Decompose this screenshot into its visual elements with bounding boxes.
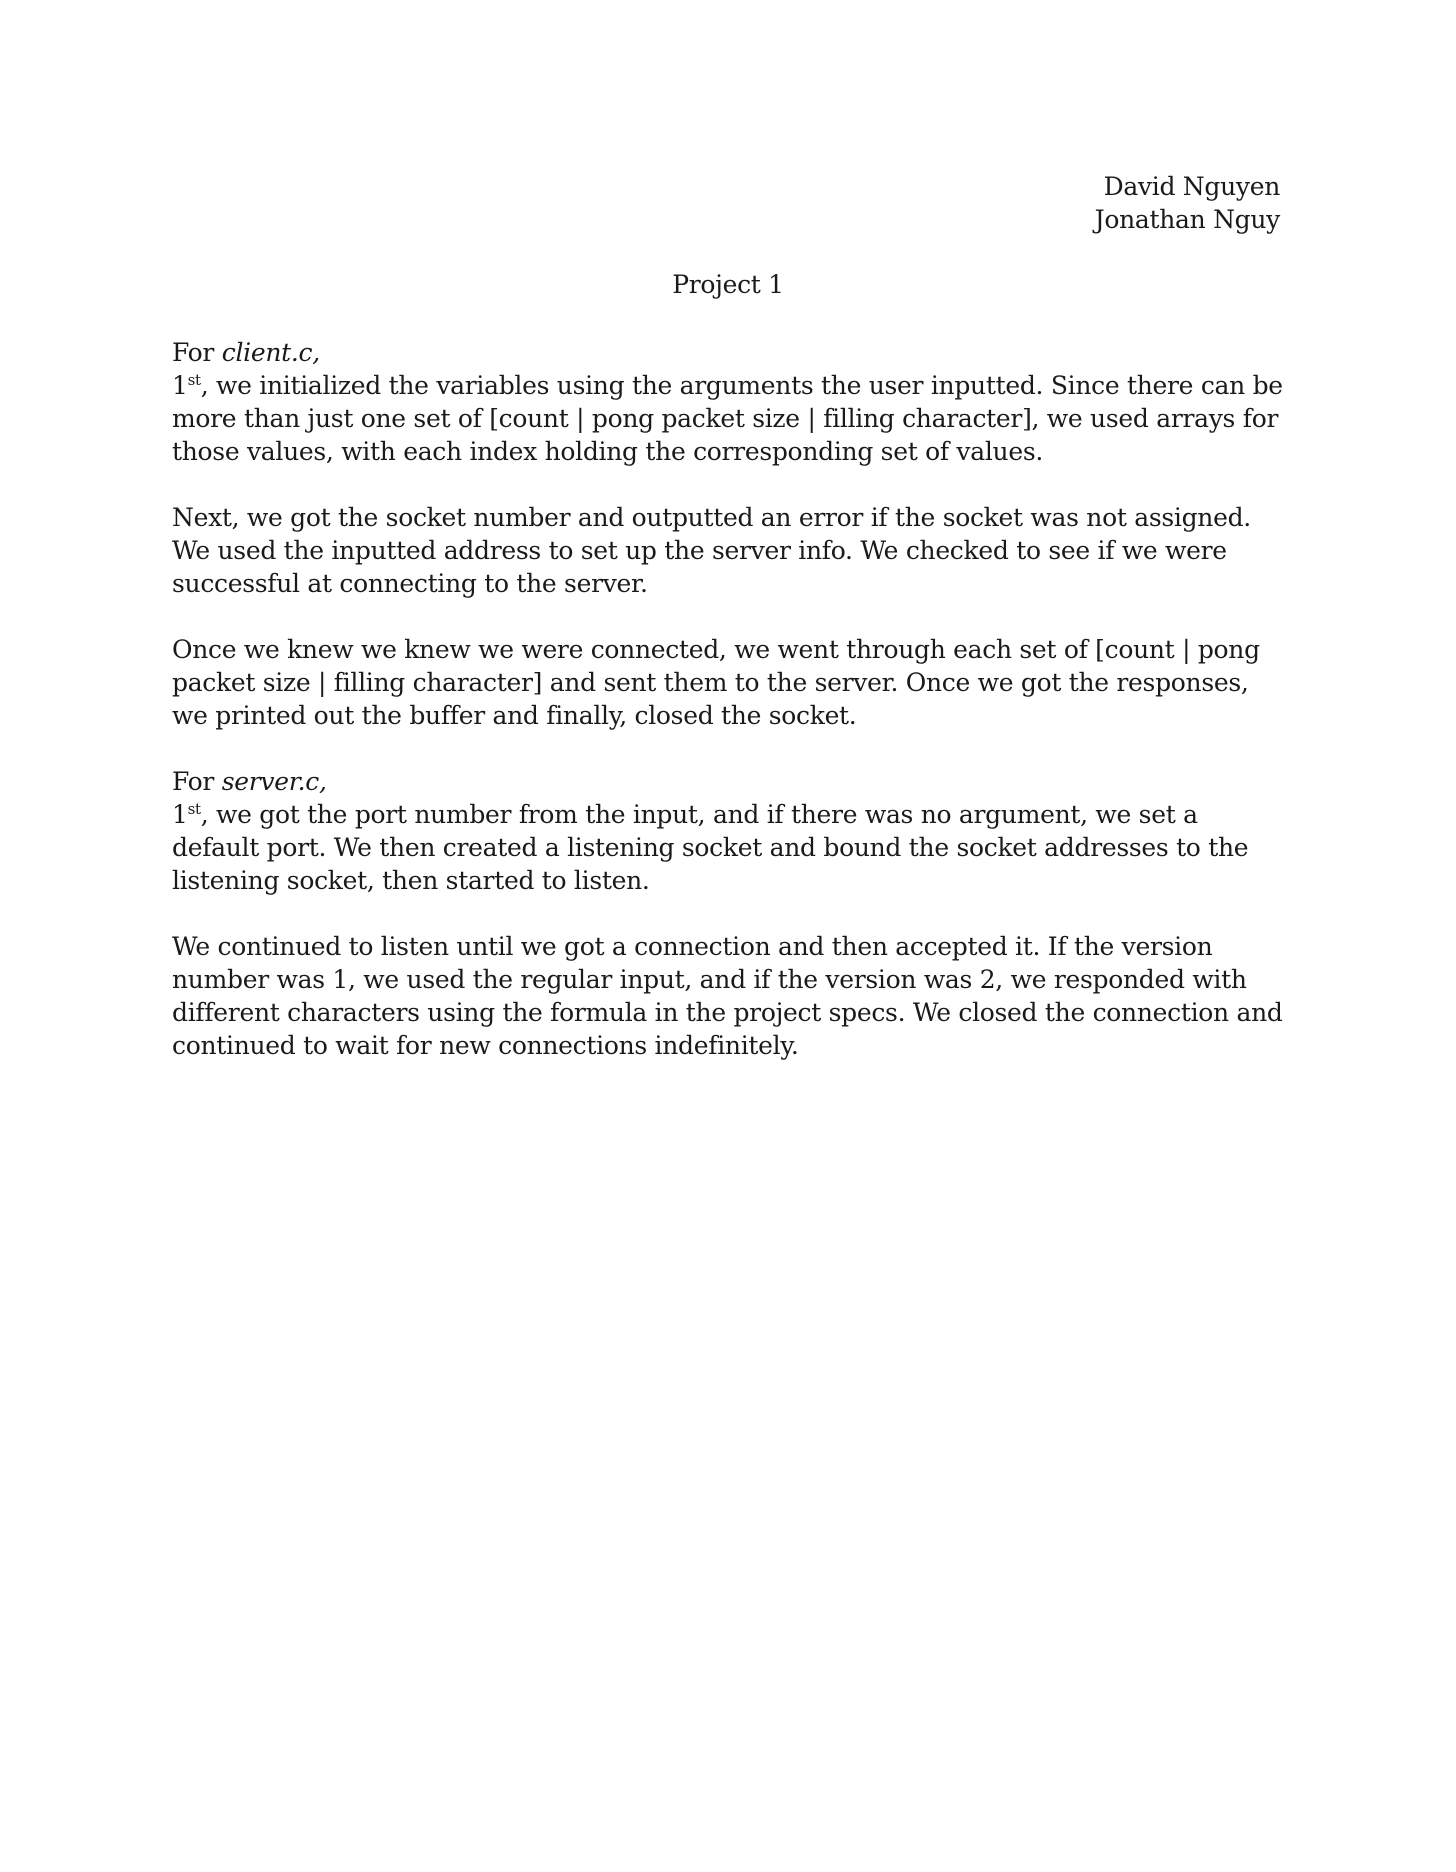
paragraph-text: , we got the port number from the input, and if there was no argument, we set a default port. We then created a listening socket and bound the socket addresses to the listening socket, then started to listen. — [172, 800, 1249, 895]
paragraph-text: , we initialized the variables using the arguments the user inputted. Since there can be more than just one set of [count | pong packet size | filling character], we used arrays for those values, with each index holding the corresponding set of values. — [172, 371, 1283, 466]
document-body — [172, 336, 1287, 1095]
ordinal-number: 1 — [172, 800, 188, 829]
ordinal-number: 1 — [172, 371, 188, 400]
author-name: David Nguyen — [1103, 172, 1280, 201]
author-name: Jonathan Nguy — [1094, 205, 1280, 234]
server-paragraph-1 — [172, 798, 1287, 897]
ordinal-suffix: st — [187, 371, 201, 389]
heading-prefix: For — [172, 767, 215, 796]
server-filename: server.c, — [221, 767, 327, 796]
heading-prefix: For — [172, 338, 215, 367]
client-filename: client.c, — [221, 338, 320, 367]
client-section-heading — [172, 336, 1287, 369]
client-paragraph-2: Next, we got the socket number and outputted an error if the socket was not assigned. We used the inputted address to set up the server info. We checked to see if we were successful at connecting to the server. — [172, 503, 1251, 598]
author-block — [1095, 170, 1280, 236]
ordinal-suffix: st — [187, 800, 201, 818]
client-paragraph-1 — [172, 369, 1287, 468]
server-paragraph-2: We continued to listen until we got a connection and then accepted it. If the version number was 1, we used the regular input, and if the version was 2, we responded with different characters using the formula in the project specs. We closed the connection and continued to wait for new connections indefinitely. — [172, 932, 1283, 1060]
server-section-heading — [172, 765, 1287, 798]
document-title: Project 1 — [672, 270, 784, 299]
client-paragraph-3: Once we knew we knew we were connected, we went through each set of [count | pong packet size | filling character] and sent them to the server. Once we got the responses, we printed out the buffer and finally, closed the socket. — [172, 635, 1260, 730]
